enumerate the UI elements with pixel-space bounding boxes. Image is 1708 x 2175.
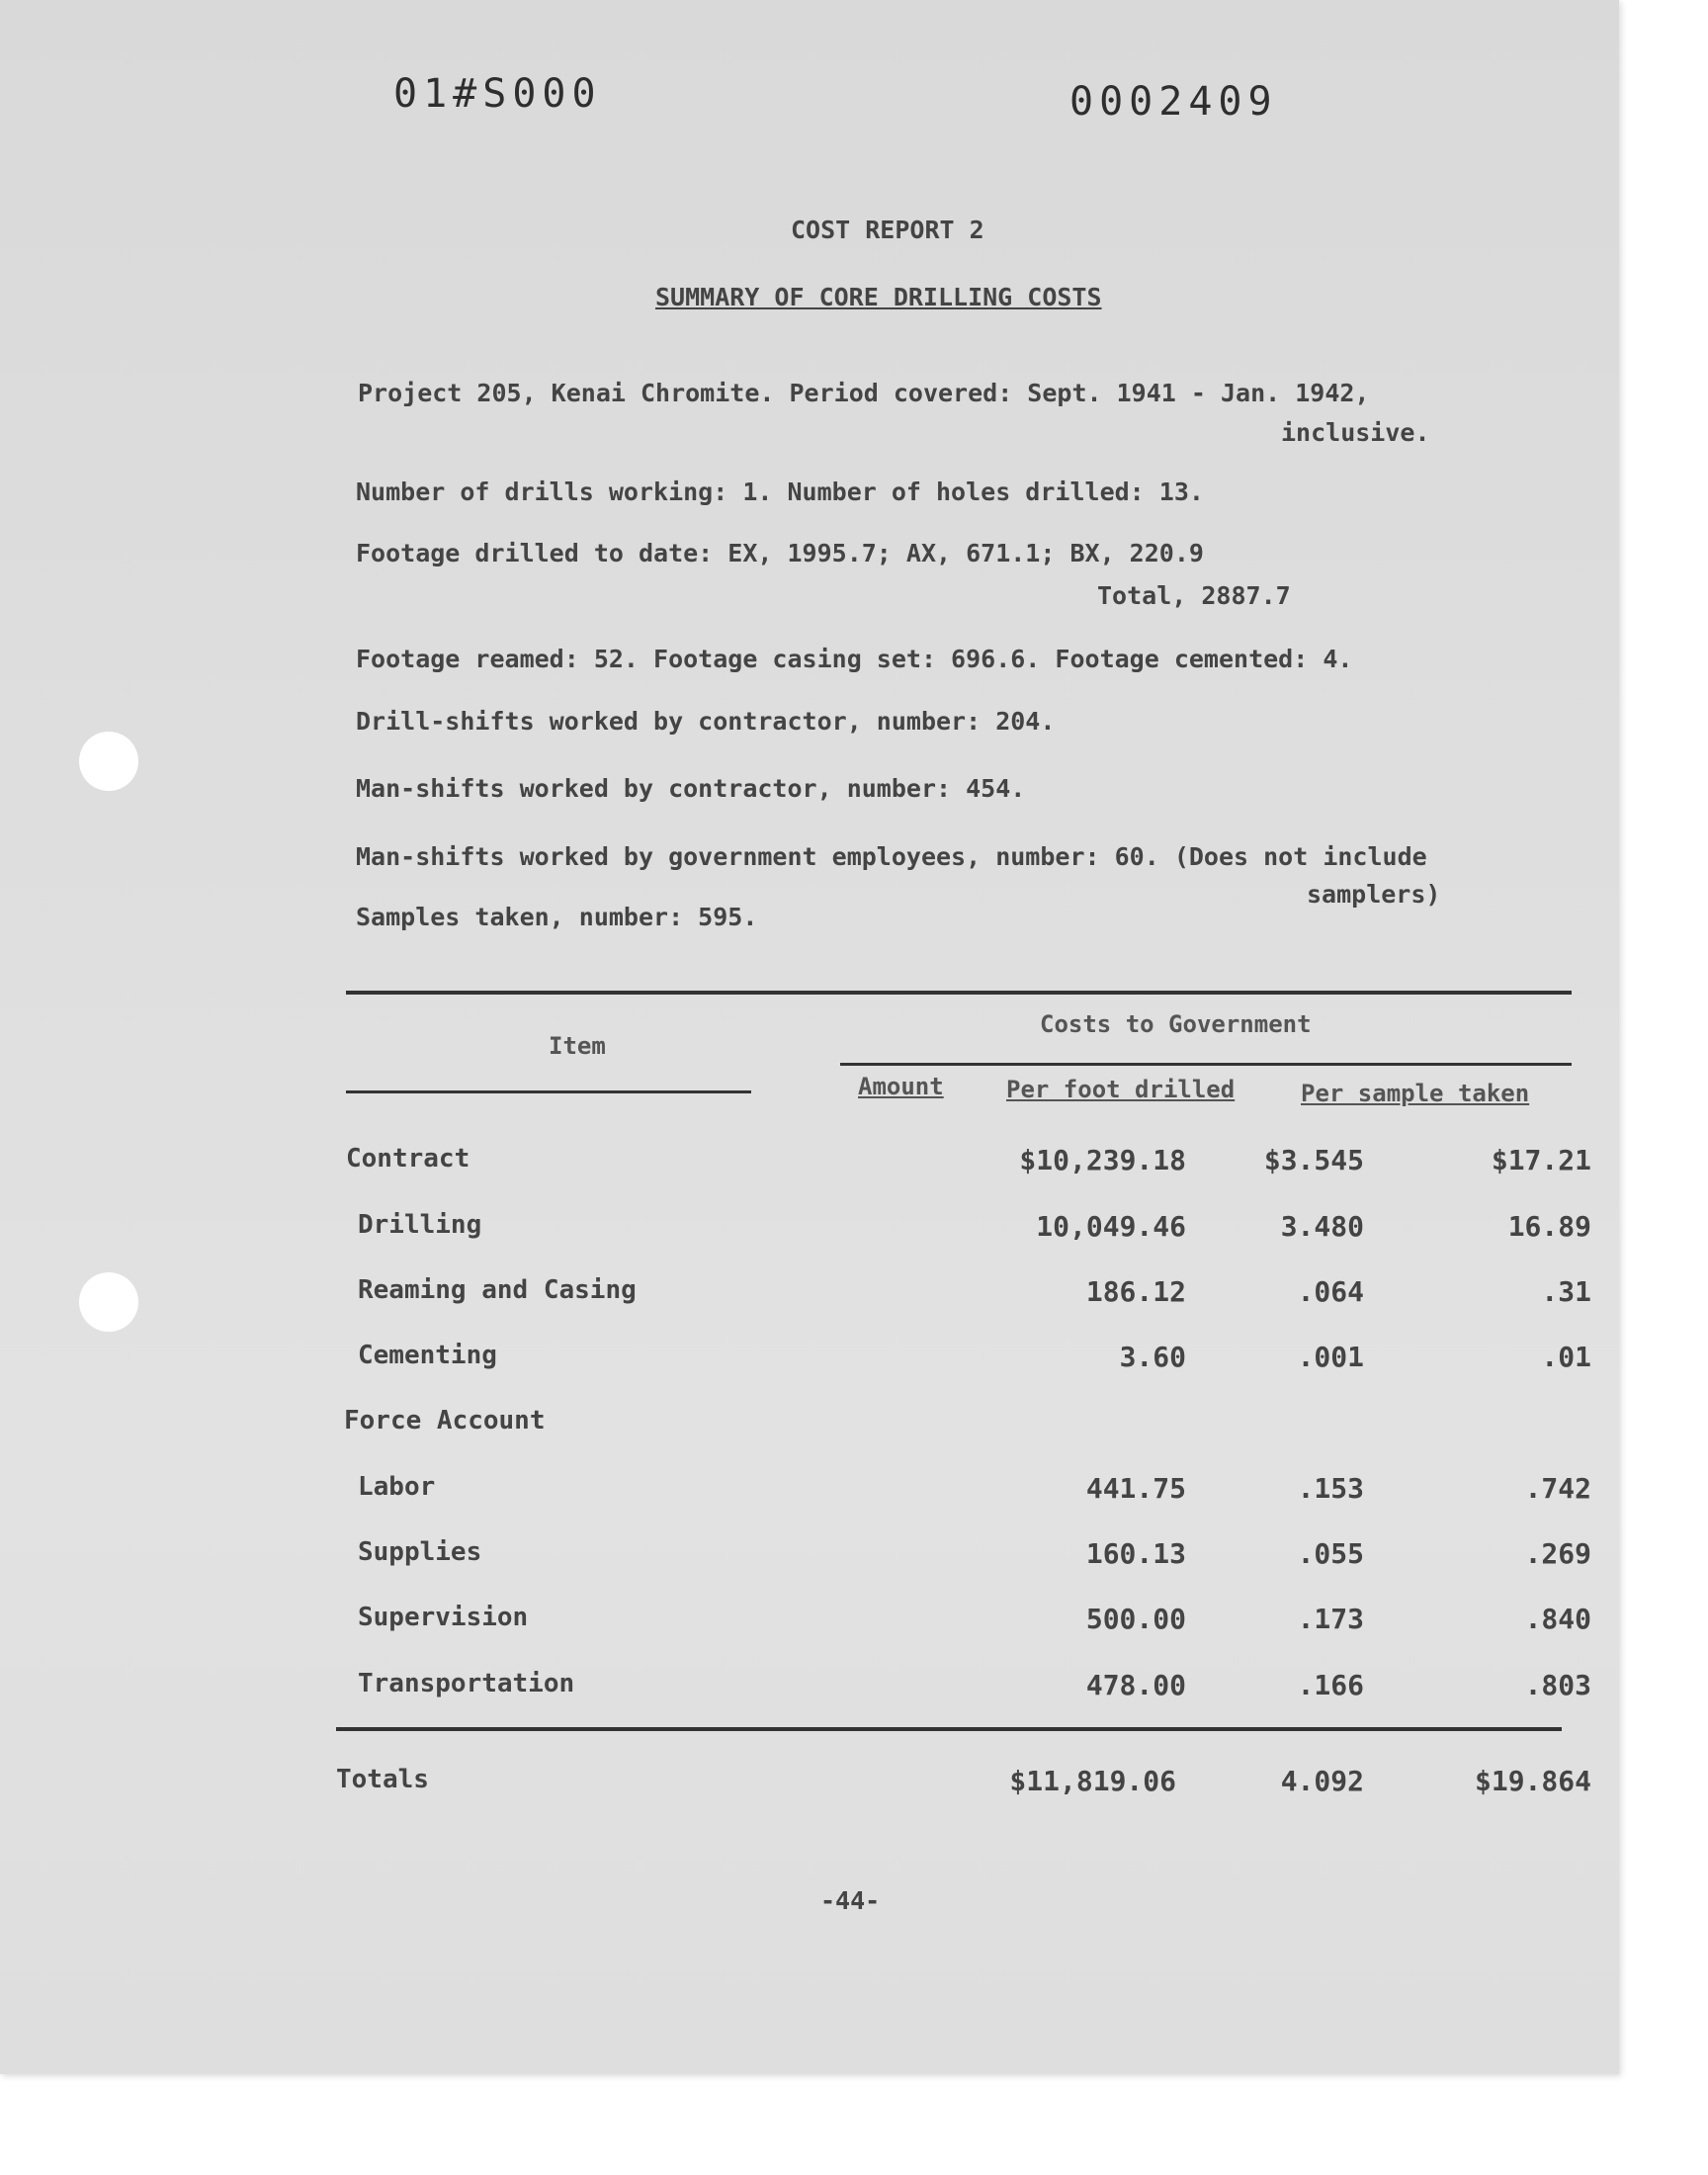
page-number: -44- — [820, 1886, 881, 1915]
row-per-foot: .064 — [1297, 1275, 1364, 1308]
row-item: Labor — [358, 1472, 436, 1502]
header-bottom-rule — [346, 1090, 751, 1093]
table-row — [336, 1472, 1591, 1512]
row-per-sample: .742 — [1524, 1472, 1591, 1505]
project-line-2: inclusive. — [1281, 418, 1430, 447]
row-per-sample: .269 — [1524, 1537, 1591, 1570]
row-per-foot: .153 — [1297, 1472, 1364, 1505]
punch-hole-top — [79, 732, 138, 791]
report-subtitle: SUMMARY OF CORE DRILLING COSTS — [655, 283, 1102, 311]
reamed-line: Footage reamed: 52. Footage casing set: 696.6. Footage cemented: 4. — [356, 645, 1353, 673]
table-row — [336, 1275, 1591, 1315]
item-header: Item — [549, 1032, 606, 1060]
man-shifts-gov-line: Man-shifts worked by government employees, number: 60. (Does not include — [356, 842, 1427, 871]
stamp-left: 01#S000 — [393, 71, 602, 117]
row-per-sample: 16.89 — [1507, 1210, 1591, 1243]
totals-per-sample: $19.864 — [1474, 1765, 1591, 1797]
totals-label: Totals — [336, 1765, 429, 1794]
row-item: Reaming and Casing — [358, 1275, 637, 1305]
table-row — [336, 1406, 1572, 1445]
row-item: Drilling — [358, 1210, 482, 1240]
table-row — [336, 1603, 1591, 1642]
row-per-foot: .001 — [1297, 1341, 1364, 1373]
row-amount: 10,049.46 — [1036, 1210, 1186, 1243]
row-amount: 3.60 — [1119, 1341, 1186, 1373]
row-per-foot: .173 — [1297, 1603, 1364, 1635]
table-top-rule — [346, 991, 1572, 995]
stamp-right: 0002409 — [1069, 79, 1278, 125]
group-header-rule — [840, 1063, 1572, 1066]
table-row — [336, 1341, 1591, 1380]
totals-row — [326, 1765, 1591, 1804]
row-item: Force Account — [344, 1406, 546, 1436]
row-amount: 478.00 — [1085, 1669, 1186, 1701]
costs-group-header: Costs to Government — [1040, 1010, 1312, 1038]
row-item: Transportation — [358, 1669, 575, 1698]
row-item: Supervision — [358, 1603, 529, 1632]
row-per-sample: $17.21 — [1491, 1144, 1591, 1176]
row-amount: 186.12 — [1085, 1275, 1186, 1308]
per-sample-header: Per sample taken — [1301, 1080, 1530, 1107]
row-per-sample: .840 — [1524, 1603, 1591, 1635]
row-per-foot: $3.545 — [1263, 1144, 1364, 1176]
row-per-foot: 3.480 — [1280, 1210, 1364, 1243]
row-amount: 441.75 — [1085, 1472, 1186, 1505]
row-item: Contract — [346, 1144, 470, 1174]
row-per-sample: .01 — [1541, 1341, 1591, 1373]
table-row — [336, 1537, 1591, 1577]
row-amount: 500.00 — [1085, 1603, 1186, 1635]
man-shifts-contractor-line: Man-shifts worked by contractor, number: 454. — [356, 774, 1026, 803]
row-per-foot: .055 — [1297, 1537, 1364, 1570]
man-shifts-gov-line-2: samplers) — [1307, 880, 1441, 909]
project-line: Project 205, Kenai Chromite. Period covered: Sept. 1941 - Jan. 1942, — [358, 379, 1370, 407]
drills-line: Number of drills working: 1. Number of holes drilled: 13. — [356, 478, 1204, 506]
row-amount: 160.13 — [1085, 1537, 1186, 1570]
totals-rule — [336, 1727, 1562, 1731]
table-row — [336, 1669, 1591, 1708]
row-item: Cementing — [358, 1341, 497, 1370]
per-foot-header: Per foot drilled — [1006, 1076, 1236, 1103]
row-per-sample: .31 — [1541, 1275, 1591, 1308]
report-title: COST REPORT 2 — [791, 216, 984, 244]
punch-hole-bottom — [79, 1272, 138, 1332]
samples-line: Samples taken, number: 595. — [356, 903, 758, 931]
table-row — [336, 1210, 1591, 1250]
amount-header: Amount — [858, 1073, 944, 1100]
row-amount: $10,239.18 — [1019, 1144, 1186, 1176]
row-per-foot: .166 — [1297, 1669, 1364, 1701]
totals-amount: $11,819.06 — [1009, 1765, 1176, 1797]
row-item: Supplies — [358, 1537, 482, 1567]
footage-total: Total, 2887.7 — [1097, 581, 1291, 610]
drill-shifts-line: Drill-shifts worked by contractor, number: 204. — [356, 707, 1056, 736]
footage-line: Footage drilled to date: EX, 1995.7; AX, 671.1; BX, 220.9 — [356, 539, 1204, 567]
row-per-sample: .803 — [1524, 1669, 1591, 1701]
table-row — [336, 1144, 1591, 1183]
totals-per-foot: 4.092 — [1280, 1765, 1364, 1797]
